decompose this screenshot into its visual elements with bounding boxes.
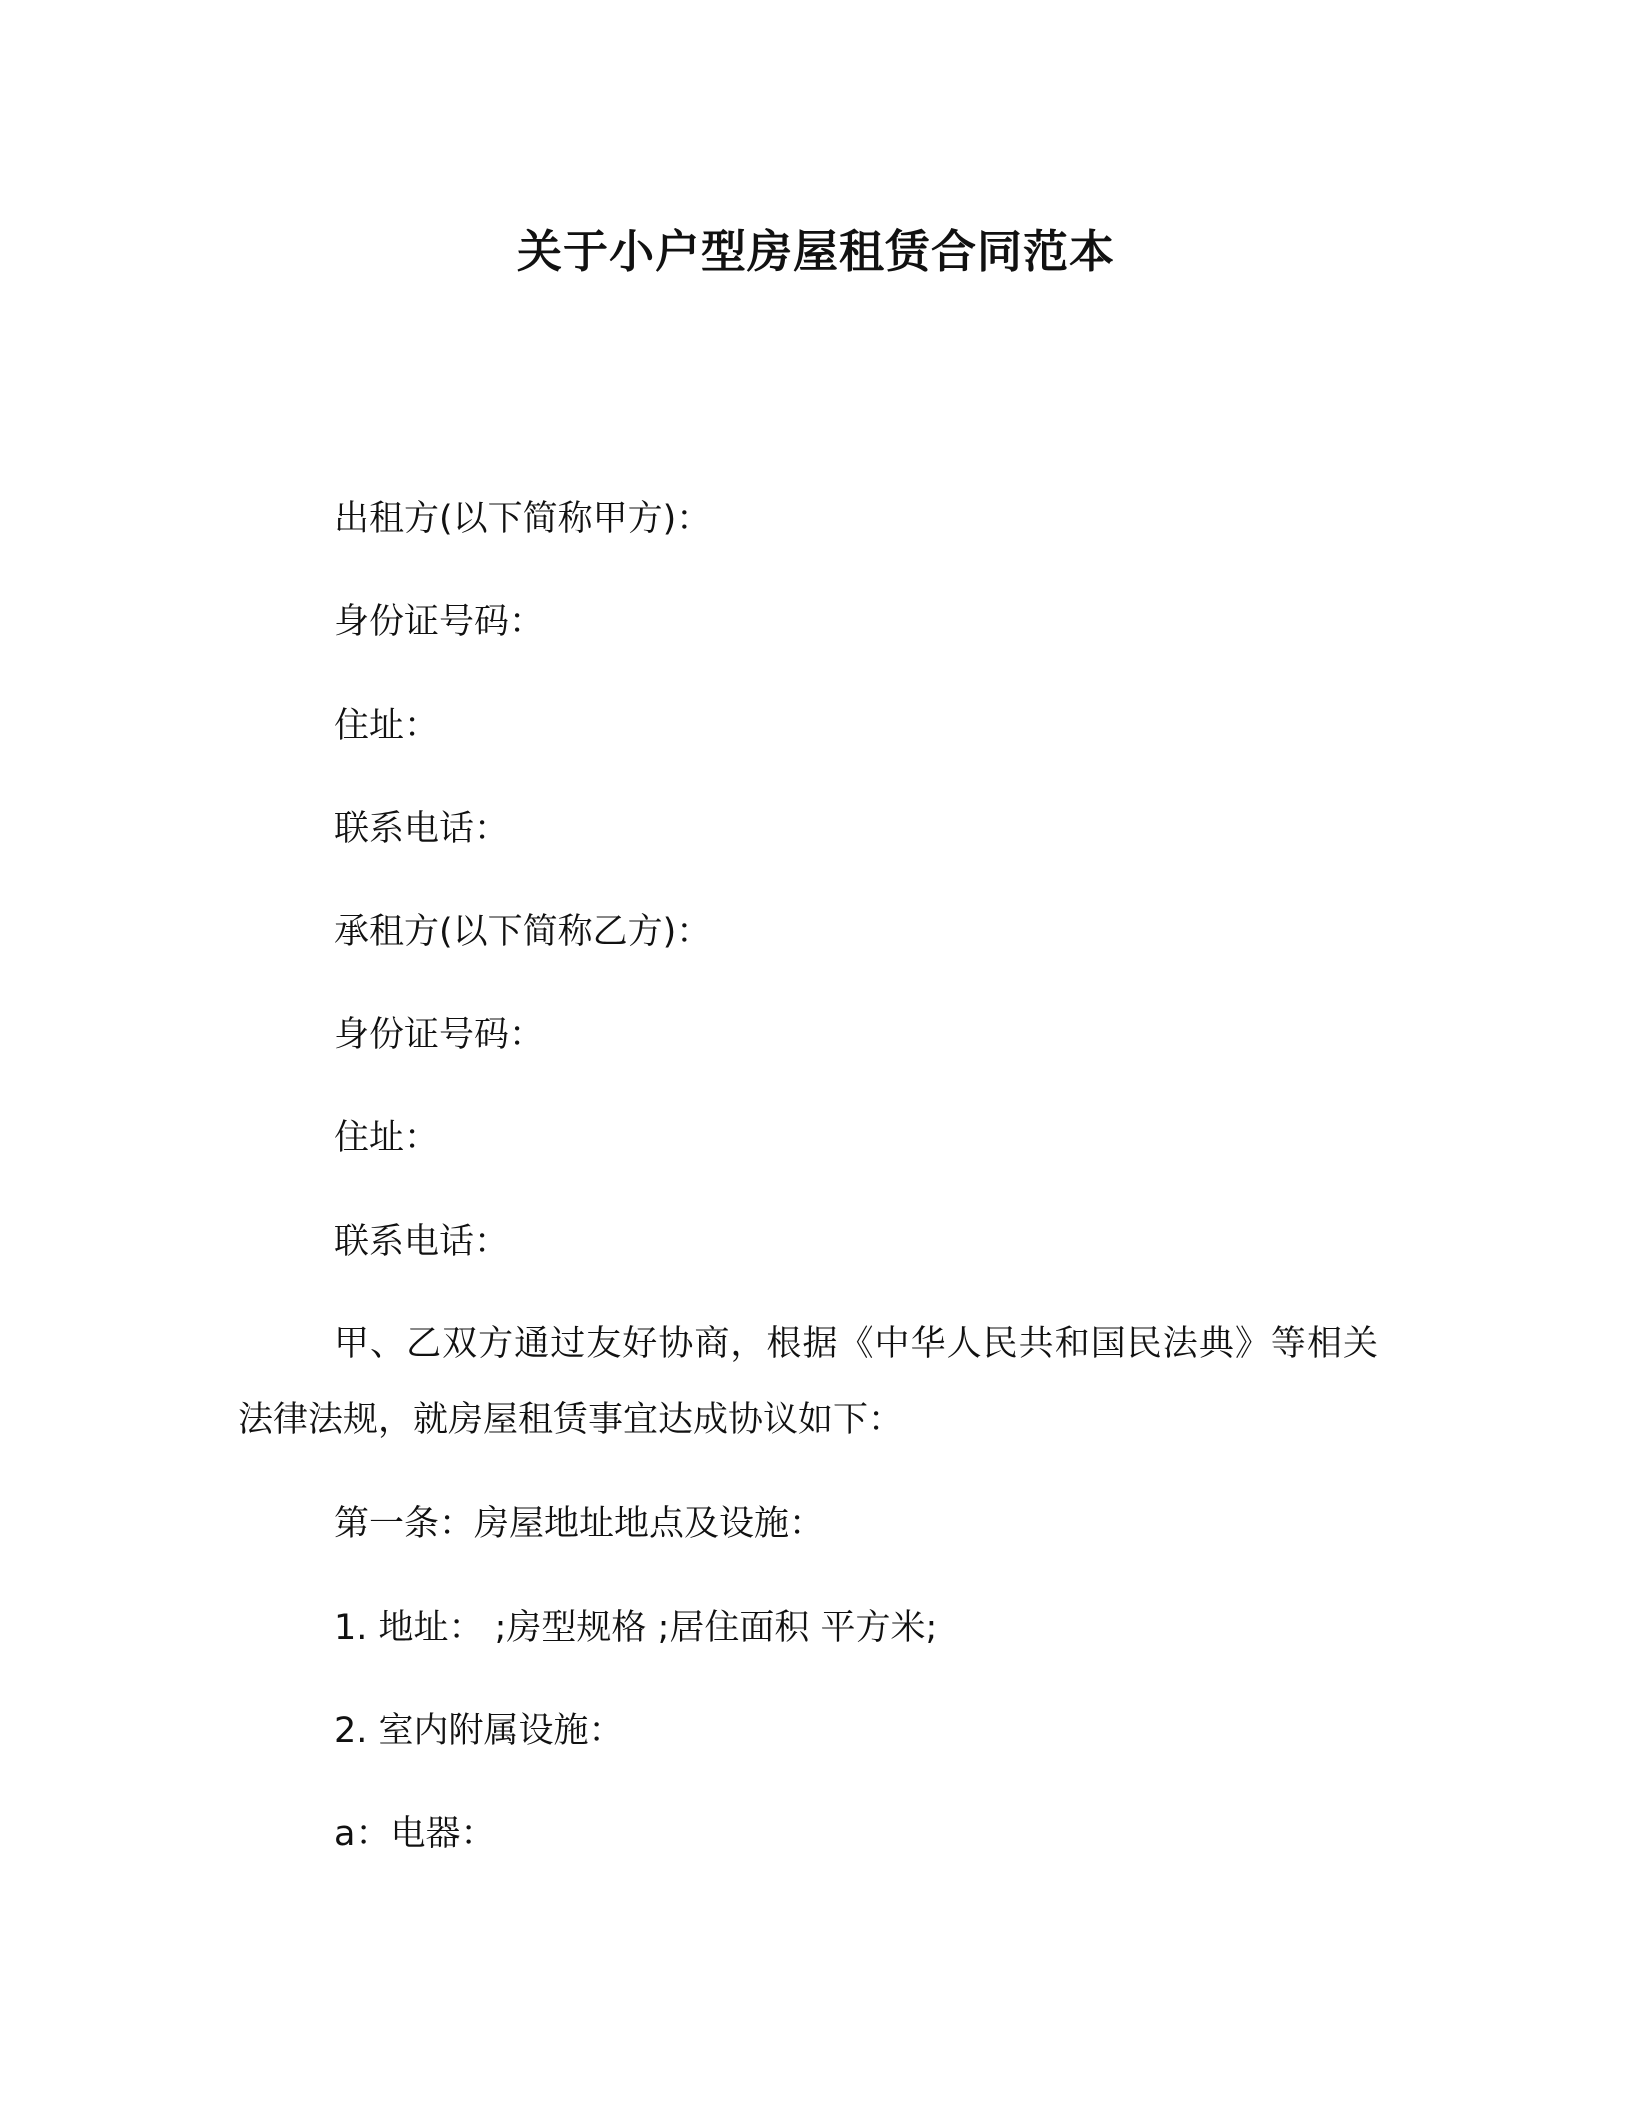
lessee-line: 承租方(以下简称乙方)： — [334, 912, 712, 952]
item-2-facilities: 2. 室内附属设施： — [334, 1711, 624, 1751]
item-1-address: 1. 地址： ;房型规格 ;居住面积 平方米; — [334, 1608, 938, 1648]
lessor-line: 出租方(以下简称甲方)： — [334, 499, 712, 539]
item-a-appliances: a：电器： — [334, 1814, 496, 1854]
lessee-id-line: 身份证号码： — [334, 1015, 545, 1055]
article-1-heading: 第一条：房屋地址地点及设施： — [334, 1504, 825, 1544]
document-title: 关于小户型房屋租赁合同范本 — [516, 225, 1115, 278]
lessee-address-line: 住址： — [334, 1118, 440, 1158]
lessee-phone-line: 联系电话： — [334, 1222, 510, 1262]
lessor-address-line: 住址： — [334, 706, 440, 746]
lessor-id-line: 身份证号码： — [334, 602, 545, 642]
intro-paragraph: 甲、乙双方通过友好协商，根据《中华人民共和国民法典》等相关法律法规，就房屋租赁事宜达成协议如下： — [238, 1324, 1378, 1440]
lessor-phone-line: 联系电话： — [334, 809, 510, 849]
